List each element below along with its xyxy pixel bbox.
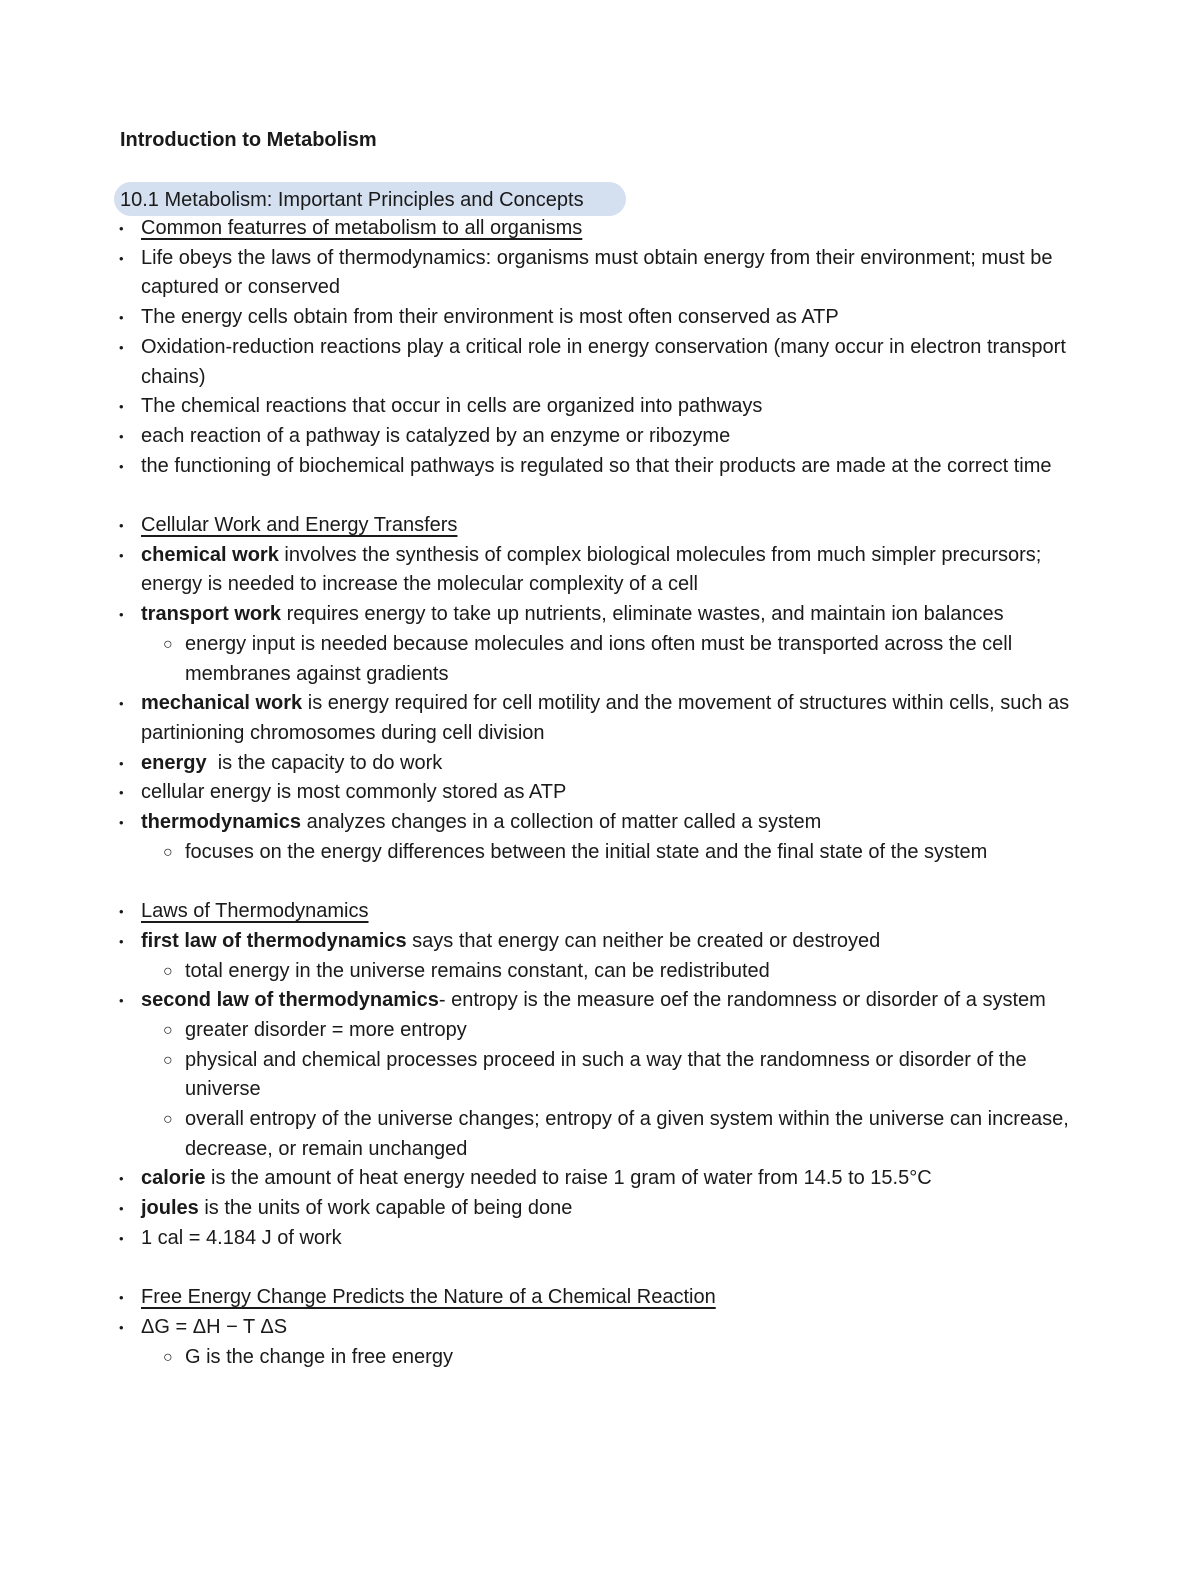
item-text: physical and chemical processes proceed in such a way that the randomness or disorder of the universe — [185, 1048, 1027, 1101]
bullet-icon: • — [119, 755, 124, 771]
subheading-text: Common featurres of metabolism to all organisms — [141, 217, 583, 239]
list-item — [0, 986, 1200, 1016]
list-item — [0, 1164, 1200, 1194]
item-text: total energy in the universe remains constant, can be redistributed — [185, 959, 770, 982]
bullet-icon: • — [119, 310, 124, 326]
item-text: focuses on the energy differences between the initial state and the final state of the system — [185, 840, 988, 863]
blank-line — [0, 867, 1200, 897]
hollow-bullet-icon: ○ — [163, 1111, 173, 1129]
list-item — [0, 392, 1200, 422]
bullet-icon: • — [119, 815, 124, 831]
list-item — [0, 927, 1200, 957]
term: second law of thermodynamics — [141, 989, 439, 1012]
item-text: Life obeys the laws of thermodynamics: organisms must obtain energy from their environment; must be captured or conserved — [141, 246, 1053, 299]
list-item — [0, 1194, 1200, 1224]
hollow-bullet-icon: ○ — [163, 962, 173, 980]
list-item — [0, 452, 1200, 482]
hollow-bullet-icon: ○ — [163, 635, 173, 653]
bullet-icon: • — [119, 785, 124, 801]
bullet-icon: • — [119, 339, 124, 355]
list-item — [0, 1313, 1200, 1343]
subheading-text: Laws of Thermodynamics — [141, 900, 369, 923]
definition: requires energy to take up nutrients, eliminate wastes, and maintain ion balances — [281, 603, 1004, 626]
item-text: G is the change in free energy — [185, 1345, 453, 1368]
sub-list-item — [0, 1046, 1200, 1105]
item-text: Oxidation-reduction reactions play a critical role in energy conservation (many occur in electron transport chains) — [141, 335, 1066, 388]
bullet-icon: • — [119, 221, 124, 236]
sub-list-item — [0, 957, 1200, 987]
definition: - entropy is the measure oef the randomness or disorder of a system — [438, 989, 1046, 1012]
term: thermodynamics — [141, 811, 302, 834]
bullet-icon: • — [119, 399, 124, 415]
bullet-icon: • — [119, 518, 124, 534]
sub-list-item — [0, 1343, 1200, 1373]
blank-line — [0, 1254, 1200, 1284]
bullet-icon: • — [119, 1319, 124, 1335]
definition: says that energy can neither be created or destroyed — [406, 929, 881, 952]
definition: involves the synthesis of complex biological molecules from much simpler precursors; energy is needed to increase the molecular complexity of a cell — [141, 543, 1047, 596]
term: mechanical work — [141, 692, 303, 715]
bullet-icon: • — [119, 458, 124, 474]
bullet-icon: • — [119, 428, 124, 444]
bullet-icon: • — [119, 993, 124, 1009]
term: calorie — [141, 1167, 206, 1190]
list-item — [0, 422, 1200, 452]
subheading-item — [0, 897, 1200, 927]
subheading-item — [0, 1283, 1200, 1313]
definition: analyzes changes in a collection of matter called a system — [301, 811, 822, 834]
hollow-bullet-icon: ○ — [163, 843, 173, 861]
hollow-bullet-icon: ○ — [163, 1021, 173, 1039]
item-text: overall entropy of the universe changes; entropy of a given system within the universe can increase, decrease, or remain unchanged — [185, 1108, 1069, 1160]
list-item — [0, 303, 1200, 333]
bullet-icon: • — [119, 1290, 124, 1306]
item-text: cellular energy is most commonly stored as ATP — [141, 781, 567, 804]
term: chemical work — [141, 543, 279, 566]
list-item — [0, 778, 1200, 808]
term: first law of thermodynamics — [141, 929, 407, 952]
bullet-icon: • — [119, 547, 124, 563]
item-text: 1 cal = 4.184 J of work — [141, 1226, 342, 1249]
list-item — [0, 244, 1200, 303]
bullet-icon: • — [119, 250, 124, 266]
item-text: greater disorder = more entropy — [185, 1018, 467, 1041]
term: energy — [141, 751, 207, 774]
subheading-text: Free Energy Change Predicts the Nature of a Chemical Reaction — [141, 1286, 716, 1309]
list-item — [0, 541, 1200, 600]
list-item — [0, 1224, 1200, 1254]
bullet-icon: • — [119, 904, 124, 920]
list-item — [0, 808, 1200, 838]
bullet-icon: • — [119, 1171, 124, 1187]
sub-list-item — [0, 838, 1200, 868]
item-text: ΔG = ΔH − T ΔS — [141, 1315, 288, 1338]
definition: is the units of work capable of being done — [198, 1197, 573, 1220]
item-text: The energy cells obtain from their environment is most often conserved as ATP — [141, 306, 839, 329]
list-item — [0, 600, 1200, 630]
subheading-text: Cellular Work and Energy Transfers — [141, 514, 458, 537]
sub-list-item — [0, 630, 1200, 689]
bullet-icon: • — [119, 1230, 124, 1246]
definition: is the amount of heat energy needed to raise 1 gram of water from 14.5 to 15.5°C — [205, 1167, 932, 1190]
item-text: The chemical reactions that occur in cells are organized into pathways — [141, 395, 763, 418]
hollow-bullet-icon: ○ — [163, 1348, 173, 1366]
list-item — [0, 333, 1200, 392]
subheading-item — [0, 511, 1200, 541]
page-title: Introduction to Metabolism — [120, 129, 377, 151]
item-text: energy input is needed because molecules and ions often must be transported across the cell membranes against gradients — [185, 632, 1013, 685]
section-heading: 10.1 Metabolism: Important Principles and Concepts — [120, 189, 584, 211]
bullet-icon: • — [119, 696, 124, 712]
bullet-icon: • — [119, 607, 124, 623]
list-item — [0, 689, 1200, 748]
definition: is the capacity to do work — [206, 751, 443, 774]
hollow-bullet-icon: ○ — [163, 1051, 173, 1069]
term: transport work — [141, 603, 282, 626]
subheading-item — [0, 214, 1200, 244]
blank-line — [0, 481, 1200, 511]
bullet-icon: • — [119, 933, 124, 949]
item-text: each reaction of a pathway is catalyzed by an enzyme or ribozyme — [141, 424, 731, 447]
sub-list-item — [0, 1016, 1200, 1046]
list-item — [0, 749, 1200, 779]
term: joules — [141, 1197, 199, 1220]
definition: is energy required for cell motility and the movement of structures within cells, such as partinioning chromosomes during cell division — [141, 692, 1075, 744]
bullet-icon: • — [119, 1201, 124, 1217]
item-text: the functioning of biochemical pathways is regulated so that their products are made at the correct time — [141, 454, 1052, 477]
notes-list — [0, 214, 1200, 1372]
sub-list-item — [0, 1105, 1200, 1164]
